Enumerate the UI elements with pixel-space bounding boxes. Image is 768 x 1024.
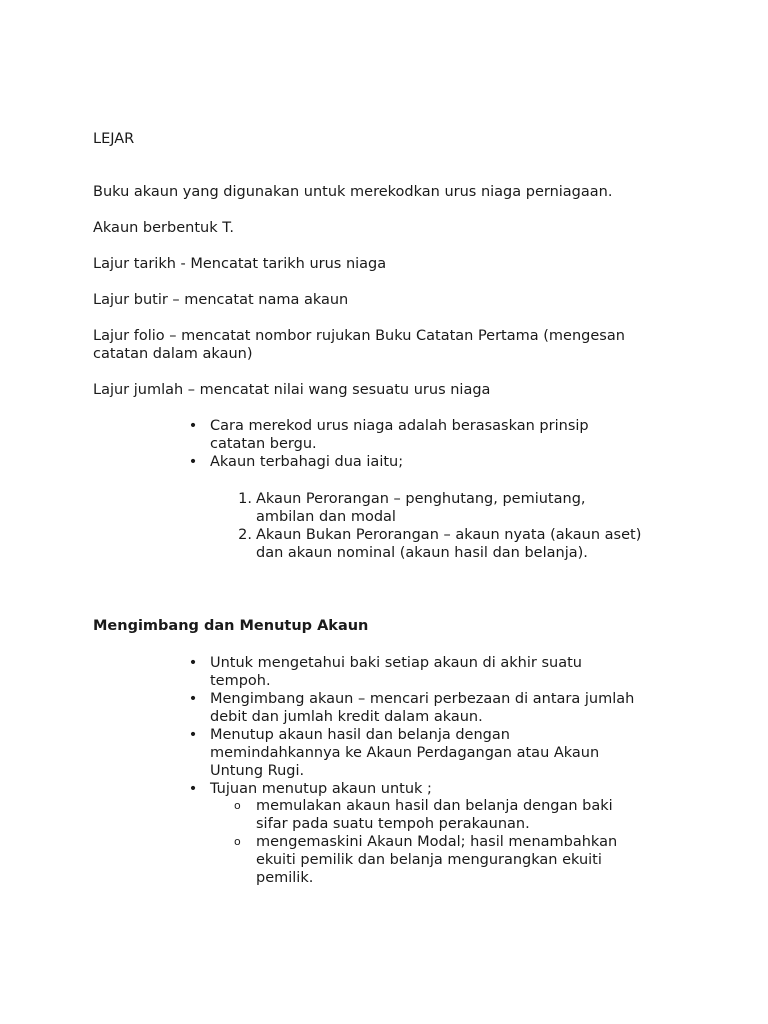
list-number: 2. — [238, 527, 252, 543]
list-item-line: ekuiti pemilik dan belanja mengurangkan ekuiti — [256, 852, 602, 868]
list-item — [188, 780, 680, 798]
bullet-list-1 — [188, 417, 680, 471]
heading-mengimbang: Mengimbang dan Menutup Akaun — [93, 618, 369, 634]
list-number: 1. — [238, 491, 252, 507]
paragraph-definition: Buku akaun yang digunakan untuk merekodkan urus niaga perniagaan. — [93, 184, 613, 200]
list-item — [238, 526, 686, 562]
list-item-line: Untuk mengetahui baki setiap akaun di akhir suatu — [210, 655, 582, 671]
list-item — [188, 654, 680, 690]
list-item — [238, 490, 686, 526]
list-item — [188, 417, 680, 453]
paragraph-amount-column: Lajur jumlah – mencatat nilai wang sesuatu urus niaga — [93, 382, 491, 398]
list-item — [188, 690, 680, 726]
list-item — [188, 726, 680, 780]
paragraph-folio-column-line1: Lajur folio – mencatat nombor rujukan Buku Catatan Pertama (mengesan — [93, 328, 625, 344]
list-item-line: sifar pada suatu tempoh perakaunan. — [256, 816, 530, 832]
bullet-marker: • — [188, 454, 198, 470]
heading-lejar: LEJAR — [93, 131, 135, 147]
bullet-marker: • — [188, 781, 198, 797]
list-item-line: tempoh. — [210, 673, 271, 689]
list-item-line: memulakan akaun hasil dan belanja dengan baki — [256, 798, 613, 814]
numbered-list — [238, 490, 686, 562]
paragraph-date-column: Lajur tarikh - Mencatat tarikh urus niaga — [93, 256, 387, 272]
list-item-line: Cara merekod urus niaga adalah berasaskan prinsip — [210, 418, 589, 434]
list-item-line: Akaun Perorangan – penghutang, pemiutang, — [256, 491, 586, 507]
list-item-line: Menutup akaun hasil dan belanja dengan — [210, 727, 510, 743]
list-item-line: catatan bergu. — [210, 436, 317, 452]
list-item-line: Tujuan menutup akaun untuk ; — [210, 781, 432, 797]
list-item — [234, 797, 686, 833]
list-item-line: Mengimbang akaun – mencari perbezaan di antara jumlah — [210, 691, 635, 707]
paragraph-folio-column-line2: catatan dalam akaun) — [93, 346, 253, 362]
list-item-line: debit dan jumlah kredit dalam akaun. — [210, 709, 483, 725]
list-item — [188, 453, 680, 471]
list-item-line: Akaun terbahagi dua iaitu; — [210, 454, 404, 470]
paragraph-detail-column: Lajur butir – mencatat nama akaun — [93, 292, 349, 308]
bullet-marker: • — [188, 418, 198, 434]
paragraph-t-account: Akaun berbentuk T. — [93, 220, 234, 236]
list-item-line: dan akaun nominal (akaun hasil dan belanja). — [256, 545, 588, 561]
bullet-list-2 — [188, 654, 680, 798]
bullet-marker: • — [188, 727, 198, 743]
sub-bullet-list — [234, 797, 686, 887]
list-item-line: Untung Rugi. — [210, 763, 305, 779]
bullet-marker: • — [188, 655, 198, 671]
circle-bullet-marker: o — [234, 835, 241, 848]
list-item-line: memindahkannya ke Akaun Perdagangan atau Akaun — [210, 745, 600, 761]
list-item-line: mengemaskini Akaun Modal; hasil menambahkan — [256, 834, 618, 850]
list-item — [234, 833, 686, 887]
bullet-marker: • — [188, 691, 198, 707]
list-item-line: ambilan dan modal — [256, 509, 396, 525]
list-item-line: pemilik. — [256, 870, 314, 886]
circle-bullet-marker: o — [234, 799, 241, 812]
list-item-line: Akaun Bukan Perorangan – akaun nyata (akaun aset) — [256, 527, 642, 543]
